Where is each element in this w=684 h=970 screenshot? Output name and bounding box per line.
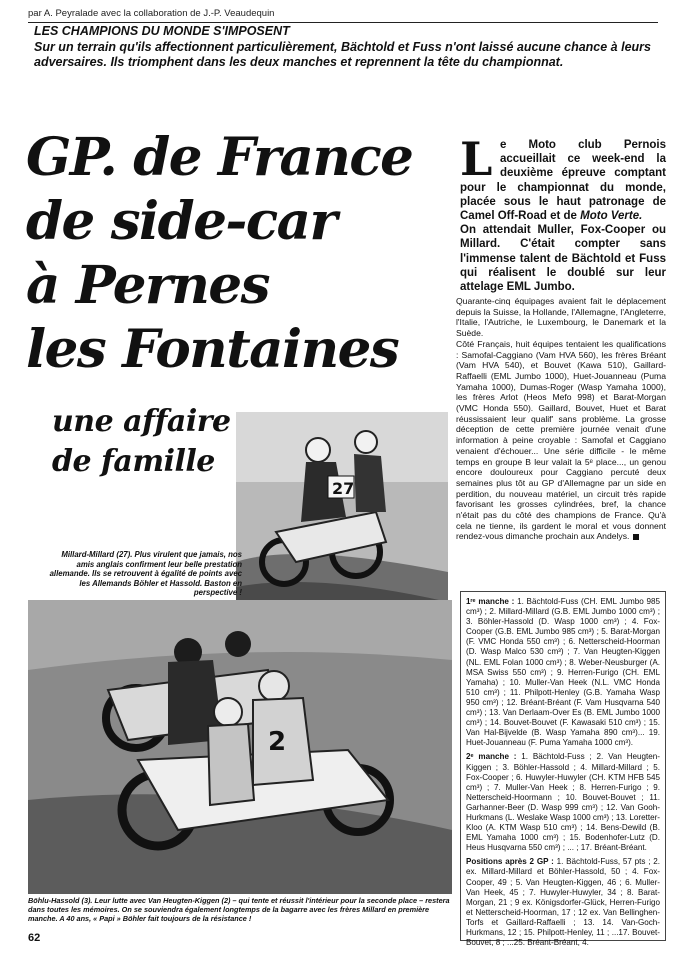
photo-caption-bohler: Böhlu-Hassold (3). Leur lutte avec Van Heugten-Kiggen (2) – qui tente et réussit l'intérieur pour la seconde place – restera dans toutes les mémoires. On se souviendra également longtemps de la bagarre avec les frères Millard en première manche. A 40 ans, « Papi » Böhler fait toujours de la résistance ! bbox=[28, 896, 450, 923]
standfirst: Sur un terrain qu'ils affectionnent particulièrement, Bächtold et Fuss n'ont laissé aucune chance à leurs adversaires. Ils triomphent dans les deux manches et reprennent la tête du championnat. bbox=[34, 40, 651, 69]
body-paragraph: Quarante-cinq équipages avaient fait le déplacement depuis la Suisse, la Hollande, l'Allemagne, l'Angleterre, l'Italie, l'Autriche, le Luxembourg, le Danemark et la Suède. bbox=[456, 296, 666, 339]
subheadline bbox=[52, 402, 231, 482]
body-text bbox=[456, 296, 666, 542]
kicker: LES CHAMPIONS DU MONDE S'IMPOSENT bbox=[34, 24, 290, 38]
page-number: 62 bbox=[28, 932, 41, 944]
header-rule bbox=[28, 22, 658, 23]
lead-magazine-name: Moto Verte. bbox=[580, 210, 643, 223]
subheadline-line: de famille bbox=[52, 444, 215, 479]
results-text: 1. Bächtold-Fuss (CH. EML Jumbo 985 cm³) ; 2. Millard-Millard (G.B. EML Jumbo 1000 cm³) ; 3. Böhler-Hassold (D. Wasp 1000 cm³) ; 4. Fox-Cooper (G.B. EML Jumbo 985 cm³) ; 5. Barat-Morgan (F. VMC Honda 550 cm³) ; 6. Netterscheid-Hoorman (D. Wasp Malco 530 cm³) ; 7. Van Heugten-Kiggen (NL. EML Folan 1000 cm³) ; 8. Weber-Neusburger (A. MSA Swiss 550 cm³) ; 9. Herren-Furigo (CH. EML Yamaha) ; 10. Muller-Van Heek (N.L. VMC Honda 510 cm³) ; 11. Philpott-Henley (G.B. Yamaha Wasp 950 cm³) ; 12. Bréant-Bréant (F. Vam Husqvarna 540 cm³) ; 13. Van Derlaam-Over Es (B. EML Jumbo 1000 cm³) ; 14. Bouvet-Bouvet (F. Kawasaki 510 cm³) ; 15. Van Hal-Bijvelde (B. Wasp Yamaha 890 cm³)... 19. Huet-Jouanneau (F. Puma Yamaha 1000 cm³). bbox=[466, 597, 660, 748]
results-text: 1. Bächtold-Fuss ; 2. Van Heugten-Kiggen ; 3. Böhler-Hassold ; 4. Millard-Millard ; 5. Fox-Cooper ; 6. Huwyler-Huwyler (CH. KTM HFB 545 cm³) ; 7. Muller-Van Heek ; 8. Herren-Furigo ; 9. Netterscheid-Hoormann ; 10. Bouvet-Bouvet ; 11. Garhanner-Beer (D. Wasp 999 cm³) ; 12. Van Gooh-Hurkmans (L. Weslake Wasp 1000 cm³) ; 13. Loretter-Kloo (A. KTM Wasp 510 cm³) ; 14. Bens-Dewild (B. EML Yamaha 1000 cm³) ; 15. Bodenhofer-Lutz (D. Heus Husqvarna 550 cm³) ; ... ; 17. Bréant-Bréant. bbox=[466, 752, 660, 853]
headline-line: GP. de France bbox=[26, 127, 413, 188]
results-label: 2ᵉ manche : bbox=[466, 752, 517, 762]
photo-caption-millard: Millard-Millard (27). Plus virulent que jamais, nos amis anglais confirment leur belle prestation allemande. Ils se retrouvent à égalité de points avec les Allemands Böhler et Hassold. Baston en perspective ! bbox=[49, 550, 242, 598]
results-standings bbox=[466, 857, 660, 948]
headline-line: à Pernes bbox=[26, 255, 269, 316]
lead-text: e Moto club Pernois accueillait ce week-end la deuxième épreuve comptant pour le championnat du monde, placée sous le haut patronage de Camel Off-Road et de bbox=[460, 139, 666, 223]
results-box bbox=[460, 591, 666, 948]
results-label: Positions après 2 GP : bbox=[466, 857, 554, 867]
results-heat-1 bbox=[466, 597, 660, 748]
lead-paragraph bbox=[460, 132, 666, 294]
photo-bohler-hassold bbox=[28, 600, 452, 894]
lead-text: On attendait Muller, Fox-Cooper ou Millard. C'était compter sans l'immense talent de Bächtold et Fuss qui réalisent le doublé sur leur attelage EML Jumbo. bbox=[460, 224, 666, 294]
body-paragraph: Côté Français, huit équipes tentaient les qualifications : Samofal-Caggiano (Vam HVA 560), les frères Bréant (Vam HVA 540), et Bouvet (Kawa 510), Gaillard-Raffaelli (EML Jumbo 1000), Huet-Jouanneau (Puma Yamaha 1000), Dumas-Roger (Wasp Yamaha 1000), les frères Arlot (Heos Mefo 998) et Barat-Morgan (VMC Honda 550). Gaillard, Bouvet, Huet et Barat réussissaient leur qualif' sans problème. La grosse déception de cette première journée venait d'une information à peine croyable : Samofal et Caggiano venaient d'échouer... Une série difficile - le même temps en groupe B leur valait la 5ᵉ place..., un genou encore douloureux pour Caggiano percuté deux semaines plus tôt au GP d'Allemagne par un side en perdition, du nouveau matériel, un circuit très rapide favorisant les grosses cylindrées, bref, la chance n'était pas du côté des champions de France. Qu'à cela ne tienne, ils gardent le moral et vous donnent rendez-vous dimanche prochain aux Andelys. bbox=[456, 338, 666, 542]
photo-bohler-hassold-image bbox=[28, 600, 452, 894]
svg-text:27: 27 bbox=[332, 479, 355, 498]
results-text: 1. Bächtold-Fuss, 57 pts ; 2. ex. Millard-Millard et Böhler-Hassold, 50 ; 4. Fox-Cooper, 49 ; 5. Van Heugten-Kiggen, 46 ; 6. Muller-Van Heek, 45 ; 7. Huwyler-Huwyler, 34 ; 8. Barat-Morgan, 21 ; 9 ex. Königsdorfer-Glück, Herren-Furigo et Netterscheid-Hoorman, 17 ; 12 ex. Van Bellinghen-Torfs et Gaillard-Raffaelli ; 13. 14. Van-Goch-Hurkmans, 12 ; 15. Philpott-Henley, 11 ; ...17. Bouvet-Bouvet, 8 ; ...25. Bréant-Bréant, 4. bbox=[466, 857, 661, 948]
results-label: 1ʳᵉ manche : bbox=[466, 597, 515, 606]
results-heat-2 bbox=[466, 752, 660, 853]
headline-line: de side-car bbox=[26, 191, 336, 252]
end-mark bbox=[633, 534, 639, 540]
byline: par A. Peyralade avec la collaboration de J.-P. Veaudequin bbox=[28, 8, 275, 19]
svg-text:2: 2 bbox=[268, 727, 287, 757]
drop-cap: L bbox=[460, 132, 493, 186]
subheadline-line: une affaire bbox=[52, 404, 231, 439]
headline bbox=[26, 126, 413, 382]
headline-line: les Fontaines bbox=[26, 319, 399, 380]
